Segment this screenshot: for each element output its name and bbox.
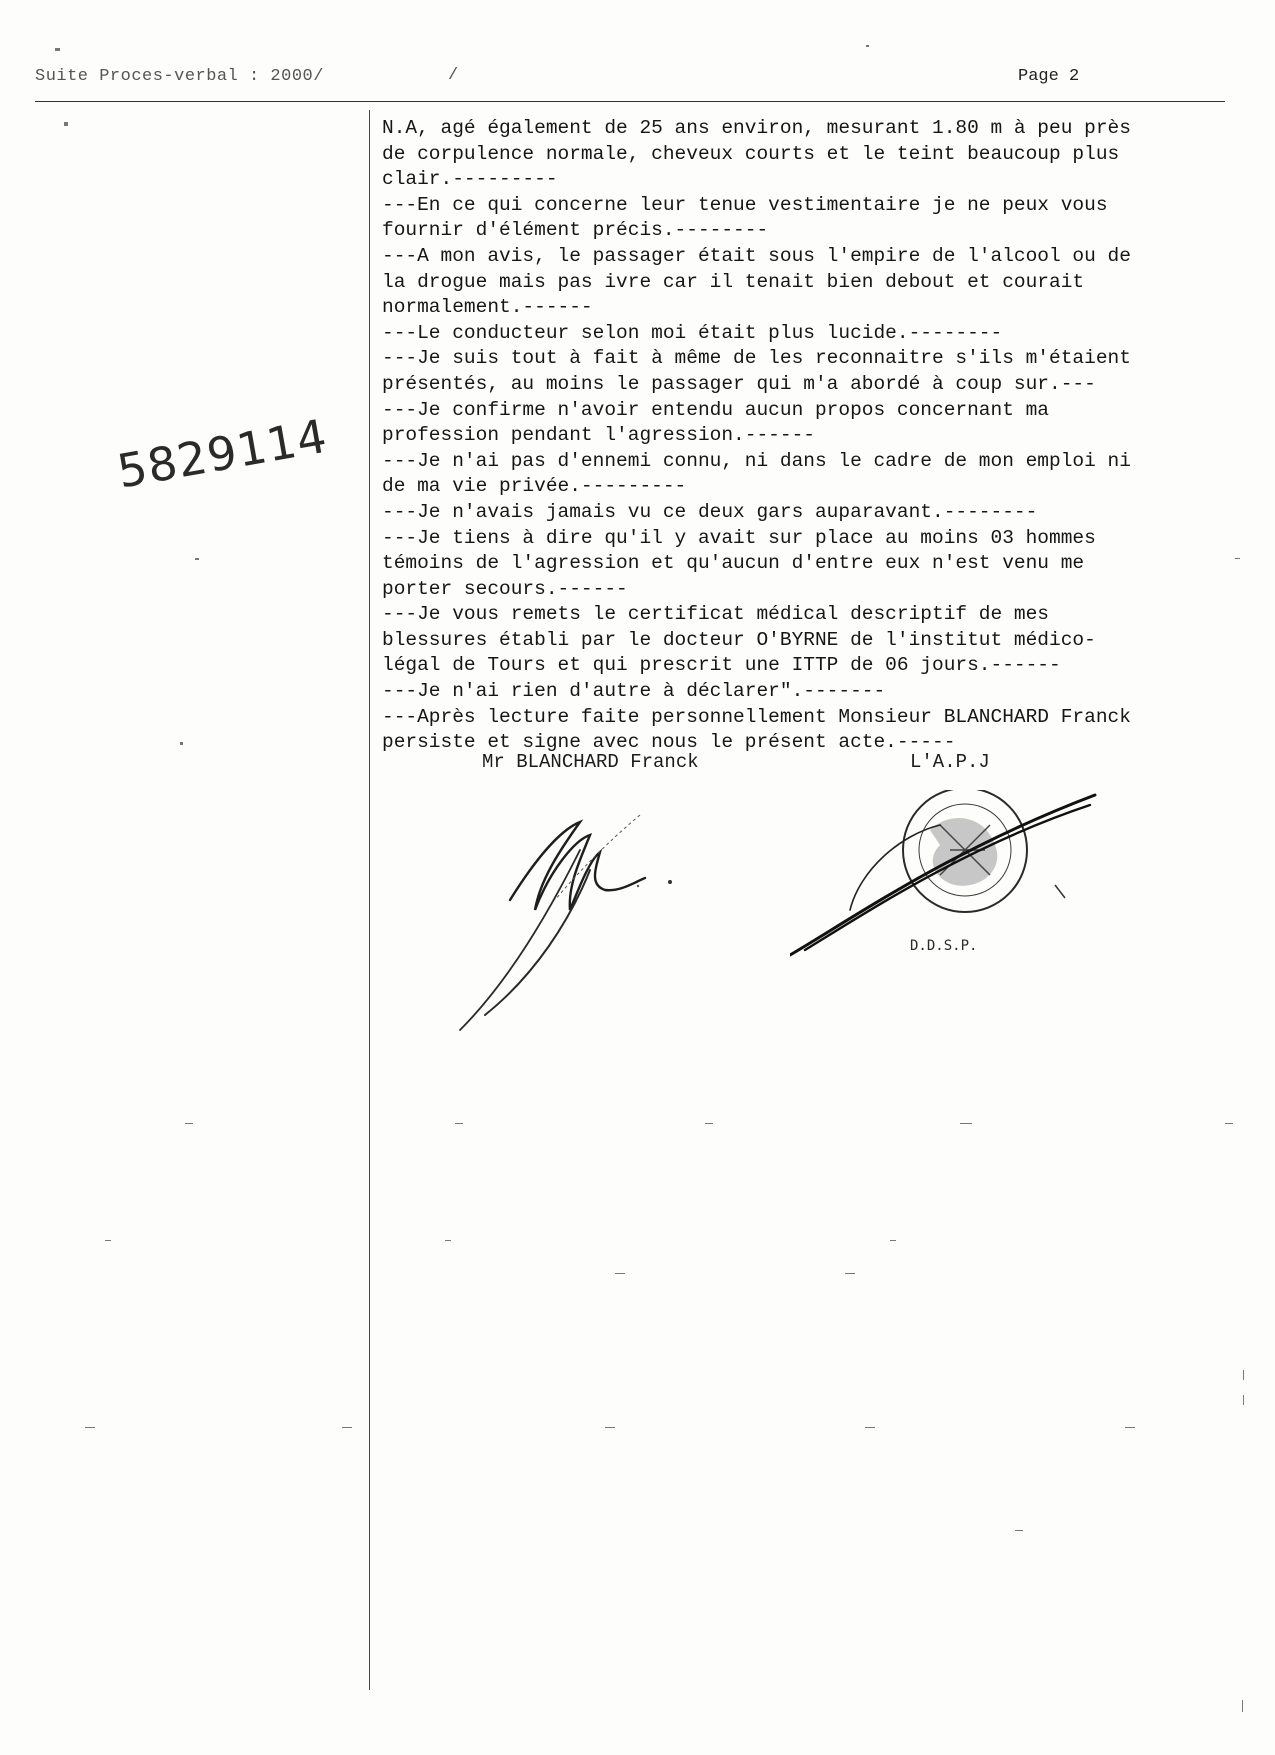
statement-line: ---Je n'avais jamais vu ce deux gars auparavant.--------	[382, 500, 1038, 523]
scan-speck	[865, 1427, 875, 1428]
scan-speck	[1015, 1530, 1023, 1531]
header-separator: /	[448, 66, 459, 85]
statement-line: présentés, au moins le passager qui m'a abordé à coup sur.---	[382, 372, 1096, 395]
statement-line: ---Je vous remets le certificat médical descriptif de mes	[382, 603, 1050, 626]
scan-speck	[1243, 1395, 1244, 1405]
statement-line: persiste et signe avec nous le présent acte.-----	[382, 731, 956, 754]
statement-line: ---Après lecture faite personnellement Monsieur BLANCHARD Franck	[382, 705, 1131, 728]
scan-speck	[1242, 1700, 1243, 1712]
scan-speck	[866, 45, 869, 47]
scan-speck	[185, 1123, 193, 1124]
scan-speck	[64, 122, 68, 126]
statement-line: porter secours.------	[382, 577, 628, 600]
scan-speck	[605, 1427, 615, 1428]
statement-line: ---Je confirme n'avoir entendu aucun propos concernant ma	[382, 398, 1050, 421]
scan-speck	[1243, 1370, 1244, 1380]
scan-speck	[455, 1123, 463, 1124]
statement-line: ---Je suis tout à fait à même de les reconnaitre s'ils m'étaient	[382, 347, 1131, 370]
statement-line: ---Je n'ai pas d'ennemi connu, ni dans le cadre de mon emploi ni	[382, 449, 1131, 472]
statement-line: profession pendant l'agression.------	[382, 424, 815, 447]
statement-line: ---En ce qui concerne leur tenue vestimentaire je ne peux vous	[382, 193, 1108, 216]
header-rule	[35, 101, 1225, 102]
statement-line: ---Le conducteur selon moi était plus lucide.--------	[382, 321, 1003, 344]
scan-speck	[342, 1427, 352, 1428]
scan-speck	[85, 1427, 95, 1428]
scan-speck	[55, 48, 60, 51]
scan-speck	[1125, 1427, 1135, 1428]
statement-line: ---Je tiens à dire qu'il y avait sur place au moins 03 hommes	[382, 526, 1096, 549]
statement-line: clair.---------	[382, 168, 558, 191]
statement-line: fournir d'élément précis.--------	[382, 219, 769, 242]
scan-speck	[105, 1240, 111, 1241]
margin-rule	[369, 110, 370, 1690]
scan-speck	[845, 1273, 855, 1274]
header-title: Suite Proces-verbal : 2000/	[35, 67, 324, 86]
signatory-name-left: Mr BLANCHARD Franck	[482, 751, 699, 773]
scan-speck	[960, 1123, 972, 1124]
statement-line: la drogue mais pas ivre car il tenait bien debout et courait	[382, 270, 1085, 293]
scan-speck	[615, 1273, 625, 1274]
official-stamp	[790, 790, 1110, 960]
scan-speck	[445, 1240, 451, 1241]
signatory-name-right: L'A.P.J	[910, 751, 990, 773]
scan-speck	[180, 742, 183, 745]
statement-line: ---A mon avis, le passager était sous l'empire de l'alcool ou de	[382, 244, 1131, 267]
scan-speck	[195, 558, 199, 560]
statement-line: normalement.------	[382, 296, 593, 319]
statement-line: de corpulence normale, cheveux courts et le teint beaucoup plus	[382, 142, 1120, 165]
page-number: Page 2	[1018, 67, 1080, 86]
stamp-text: D.D.S.P.	[910, 938, 978, 954]
statement-body	[382, 116, 1212, 756]
scan-speck	[705, 1123, 713, 1124]
statement-line: N.A, agé également de 25 ans environ, mesurant 1.80 m à peu près	[382, 117, 1131, 139]
scan-speck	[1235, 558, 1240, 559]
handwritten-signature	[440, 790, 700, 1040]
statement-line: blessures établi par le docteur O'BYRNE de l'institut médico-	[382, 628, 1096, 651]
scan-speck	[1225, 1123, 1233, 1124]
statement-line: ---Je n'ai rien d'autre à déclarer".-------	[382, 680, 886, 703]
handwritten-margin-number: 5829114	[113, 408, 332, 499]
statement-line: légal de Tours et qui prescrit une ITTP de 06 jours.------	[382, 654, 1061, 677]
statement-line: de ma vie privée.---------	[382, 475, 687, 498]
scan-speck	[890, 1240, 896, 1241]
statement-line: témoins de l'agression et qu'aucun d'entre eux n'est venu me	[382, 552, 1085, 575]
